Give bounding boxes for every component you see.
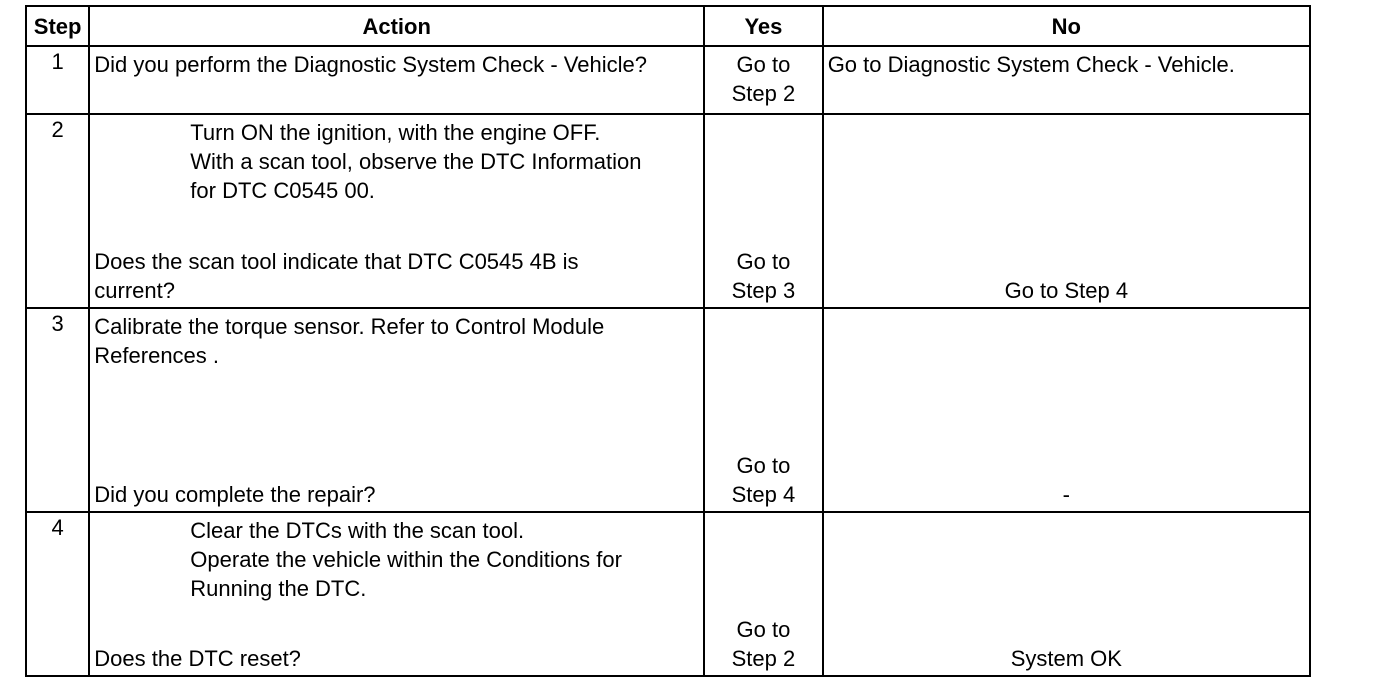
header-no: No [823,6,1310,46]
table-row [26,46,1310,114]
instruction-item: Operate the vehicle within the Conditions for Running the DTC. [190,547,622,601]
question-text: Does the DTC reset? [94,646,301,671]
yes-cell [704,114,823,308]
step-number: 2 [26,114,89,308]
header-step: Step [26,6,89,46]
action-cell [89,308,704,512]
table-row [26,512,1310,676]
header-yes: Yes [704,6,823,46]
action-cell [89,512,704,676]
no-action: Go to Step 4 [1004,278,1129,303]
step-number: 4 [26,512,89,676]
yes-cell [704,46,823,114]
no-cell [823,46,1310,114]
question-text: Did you complete the repair? [94,482,376,507]
question-text: Did you perform the Diagnostic System Check - Vehicle? [94,52,647,77]
table-row [26,308,1310,512]
question-text: Does the scan tool indicate that DTC C0545 4B is current? [94,249,579,303]
yes-cell [704,512,823,676]
yes-action: Go to Step 3 [731,249,796,303]
instruction-item: Turn ON the ignition, with the engine OFF. [190,120,601,145]
diagnostic-table [25,5,1311,677]
no-action: System OK [1010,646,1122,671]
step-number: 1 [26,46,89,114]
yes-action: Go to Step 2 [731,52,796,106]
yes-cell [704,308,823,512]
yes-action: Go to Step 2 [731,617,796,671]
action-cell [89,114,704,308]
yes-action: Go to Step 4 [731,453,796,507]
no-cell [823,114,1310,308]
header-row [26,6,1310,46]
no-action: Go to Diagnostic System Check - Vehicle. [827,52,1235,77]
action-cell [89,46,704,114]
instruction-list [190,516,690,603]
no-cell [823,308,1310,512]
no-cell [823,512,1310,676]
step-number: 3 [26,308,89,512]
table-row [26,114,1310,308]
procedure-text: Calibrate the torque sensor. Refer to Control Module References . [94,314,605,368]
instruction-list [190,118,670,205]
header-action: Action [89,6,704,46]
instruction-item: With a scan tool, observe the DTC Information for DTC C0545 00. [190,149,642,203]
no-action: - [1062,482,1070,507]
instruction-item: Clear the DTCs with the scan tool. [190,518,525,543]
